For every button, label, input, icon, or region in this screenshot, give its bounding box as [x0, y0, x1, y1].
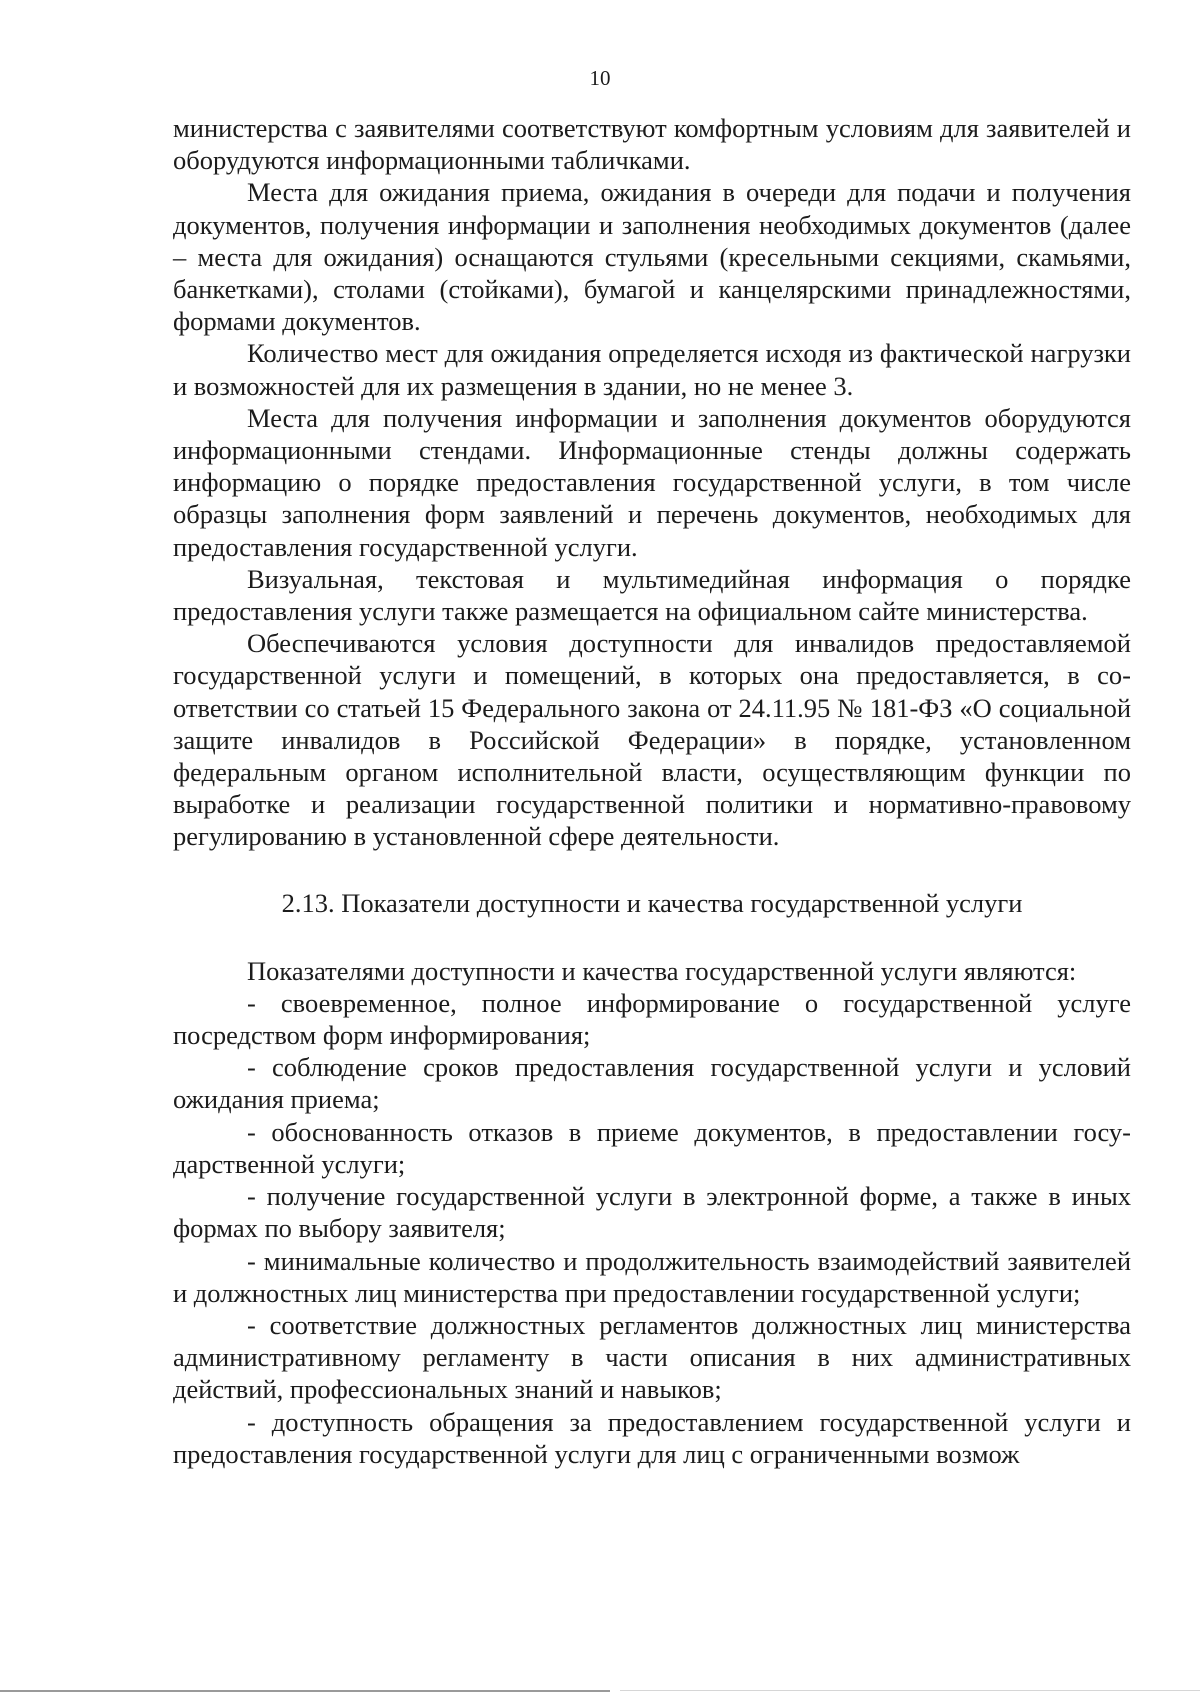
- paragraph-continuation: министерства с заявителями соответствуют комфортным условиям для заявителей и оборудуются информационными табличками.: [173, 113, 1131, 176]
- paragraph-info-stands: Места для получения информации и заполнения документов оборудуются информационными стендами. Информационные стенды должны содержать информацию о порядке предоставления государственной услуги, в том числе образцы заполнения форм заявлений и перечень документов, необходимых для предоставления государственной услуги.: [173, 402, 1131, 562]
- list-item: - обоснованность отказов в приеме документов, в предоставлении государственной услуги;: [173, 1116, 1131, 1179]
- document-body: [173, 112, 1131, 1470]
- section-heading: 2.13. Показатели доступности и качества государственной услуги: [281, 887, 1023, 918]
- list-item: - соответствие должностных регламентов должностных лиц министерства административному регламенту в части описания в них административных действий, профессиональных знаний и навыков;: [173, 1309, 1131, 1405]
- list-item: - своевременное, полное информирование о государственной услуге посредством форм информирования;: [173, 987, 1131, 1051]
- scan-edge-line-faint: [620, 1690, 1200, 1691]
- list-item: - доступность обращения за предоставлением государственной услуги и предоставления государственной услуги для лиц с ограниченными возмож: [173, 1406, 1131, 1469]
- page-number: 10: [589, 66, 611, 90]
- paragraph-waiting-places: Места для ожидания приема, ожидания в очереди для подачи и получения документов, получения информации и заполнения необходимых документов (далее – места для ожидания) оснащаются стульями (кресельными секциями, скамьями, банкетками), столами (стойками), бумагой и канцелярскими принадлежностями, формами документов.: [173, 177, 1131, 337]
- scan-edge-line: [0, 1690, 610, 1692]
- list-item: - минимальные количество и продолжительность взаимодействий заявителей и должностных лиц министерства при предоставлении государственной услуги;: [173, 1245, 1131, 1308]
- paragraph-accessibility: Обеспечиваются условия доступности для инвалидов предоставляемой государственной услуги и помещений, в которых она предоставляется, в соответствии со статьей 15 Федерального закона от 24.11.95 № 181-ФЗ «О социальной защите инвалидов в Российской Федерации» в порядке, установленном федеральным органом исполнительной власти, осуществляющим функции по выработке и реализации государственной политики и нормативно-правовому регулированию в установленной сфере деятельности.: [173, 628, 1131, 852]
- paragraph-indicators-intro: Показателями доступности и качества государственной услуги являются:: [247, 955, 1077, 986]
- list-item: - соблюдение сроков предоставления государственной услуги и условий ожидания приема;: [173, 1052, 1131, 1115]
- list-item: - получение государственной услуги в электронной форме, а также в иных формах по выбору заявителя;: [173, 1181, 1131, 1244]
- paragraph-waiting-count: Количество мест для ожидания определяется исходя из фактической нагрузки и возможностей для их размещения в здании, но не менее 3.: [173, 338, 1131, 401]
- paragraph-website-info: Визуальная, текстовая и мультимедийная информация о порядке предоставления услуги также размещается на официальном сайте министерства.: [173, 563, 1131, 627]
